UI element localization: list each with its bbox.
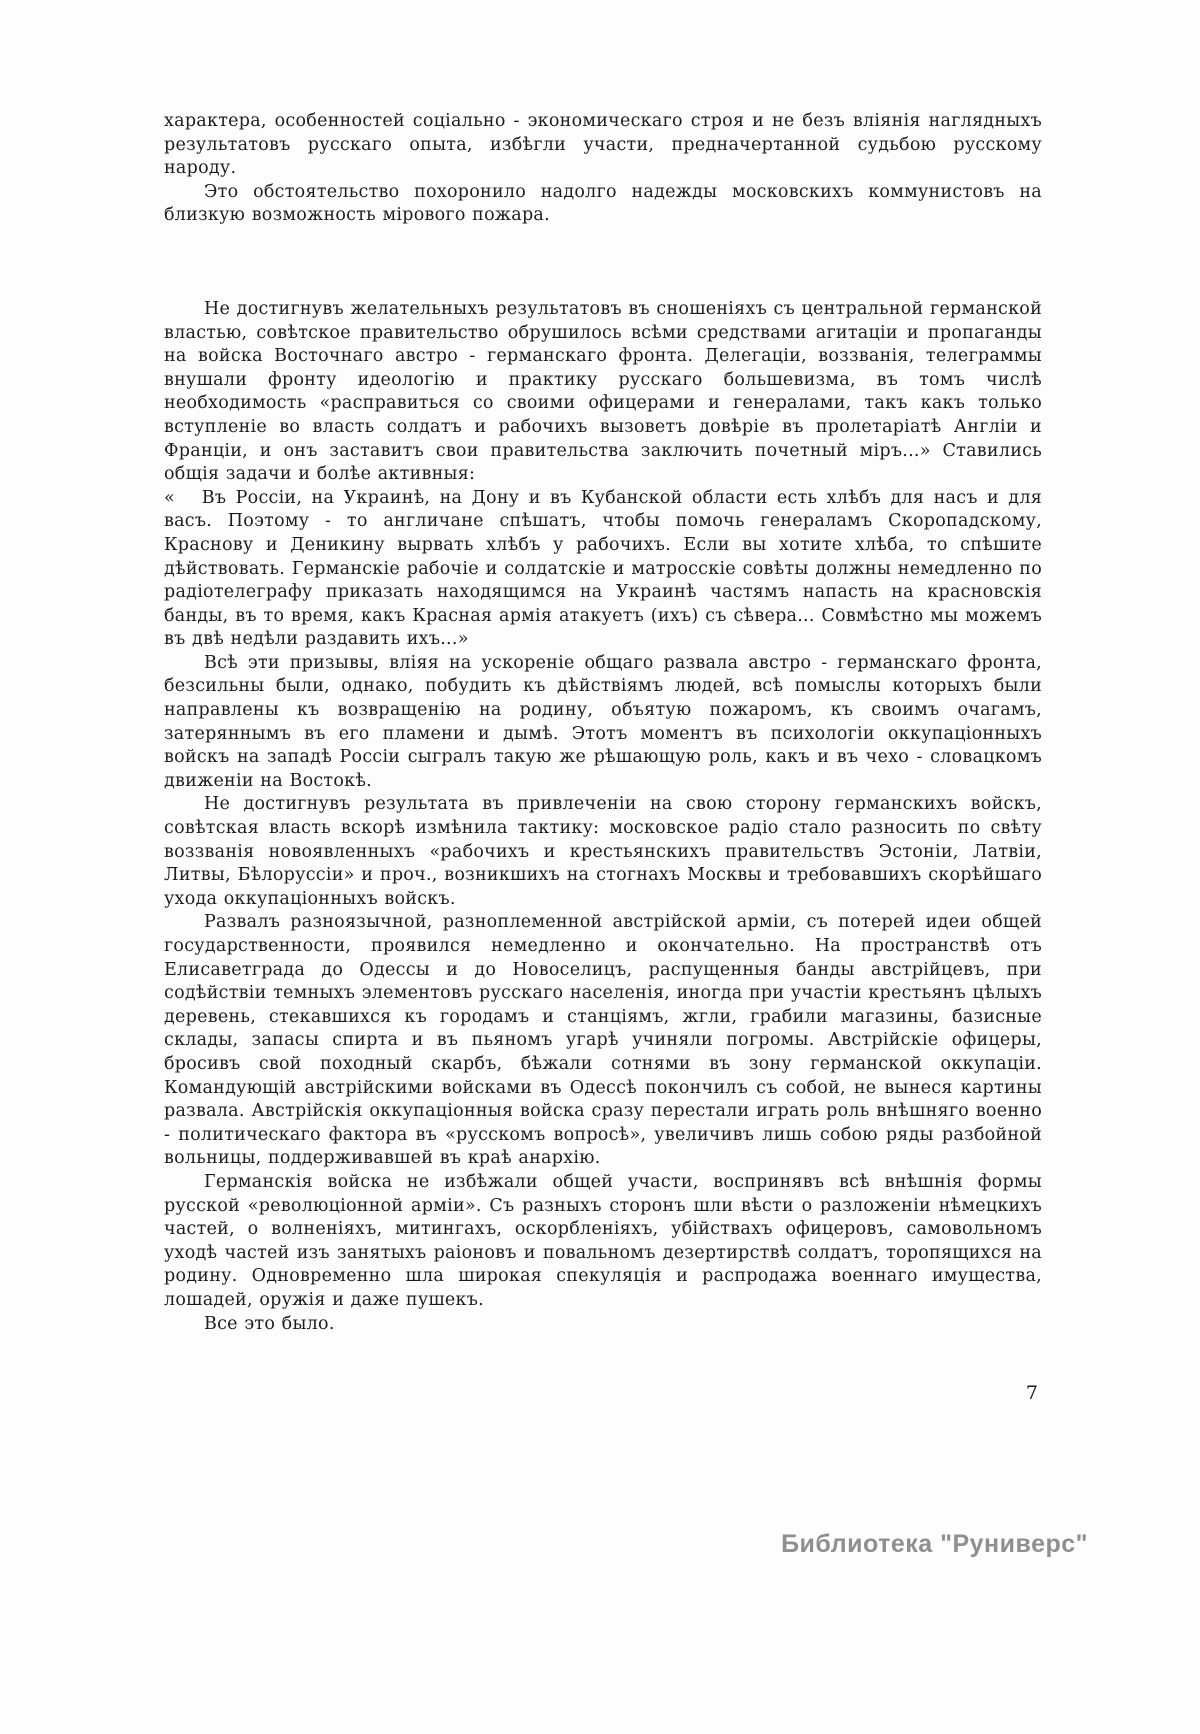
page-number: 7 [1025,1382,1038,1404]
library-watermark: Библиотека "Руниверс" [781,1530,1088,1558]
paragraph-continuation: характера, особенностей соціально - экономическаго строя и не безъ вліянія наглядныхъ результатовъ русскаго опыта, избѣгли участи, предначертанной судьбою русскому народу. [164,111,1042,179]
paragraph-quote: « Въ Россіи, на Украинѣ, на Дону и въ Кубанской области есть хлѣбъ для насъ и для васъ. Поэтому - то англичане спѣшатъ, чтобы помочь генераламъ Скоропадскому, Краснову и Деникину вырвать хлѣбъ у рабочихъ. Если вы хотите хлѣба, то спѣшите дѣйствовать. Германскіе рабочіе и солдатскіе и матросскіе совѣты должны немедленно по радіотелеграфу приказать находящимся на Украинѣ частямъ напасть на красновскія банды, въ то время, какъ Красная армія атакуетъ (ихъ) съ сѣвера... Совмѣстно мы можемъ въ двѣ недѣли раздавить ихъ...» [164,487,1042,650]
text-block [164,110,1042,1336]
paragraph-closing: Все это было. [204,1313,335,1334]
paragraph-section-start: Не достигнувъ желательныхъ результатовъ въ сношеніяхъ съ центральной германской властью, совѣтское правительство обрушилось всѣми средствами агитаціи и пропаганды на войска Восточнаго австро - германскаго фронта. Делегаціи, воззванія, телеграммы внушали фронту идеологію и практику русскаго большевизма, въ томъ числѣ необходимость «расправиться со своими офицерами и генералами, такъ какъ только вступленіе во власть солдатъ и рабочихъ вызоветъ довѣріе въ пролетаріатѣ Англіи и Франціи, и онъ заставитъ свои правительства заключить почетный міръ...» Ставились общія задачи и болѣе активныя: [164,298,1043,485]
paragraph: Это обстоятельство похоронило надолго надежды московскихъ коммунистовъ на близкую возможность мірового пожара. [164,181,1042,226]
paragraph: Развалъ разноязычной, разноплеменной австрійской арміи, съ потерей идеи общей государственности, проявился немедленно и окончательно. На пространствѣ отъ Елисаветграда до Одессы и до Новоселицъ, распущенныя банды австрійцевъ, при содѣйствіи темныхъ элементовъ русскаго населенія, иногда при участіи крестьянъ цѣлыхъ деревень, стекавшихся къ городамъ и станціямъ, жгли, грабили магазины, базисные склады, запасы спирта и въ пьяномъ угарѣ учиняли погромы. Австрійскіе офицеры, бросивъ свой походный скарбъ, бѣжали сотнями въ зону германской оккупаціи. Командующій австрійскими войсками въ Одессѣ покончилъ съ собой, не вынеся картины развала. Австрійскія оккупаціонныя войска сразу перестали играть роль внѣшняго военно - политическаго фактора въ «русскомъ вопросѣ», увеличивъ лишь собою ряды разбойной вольницы, поддерживавшей въ краѣ анархію. [164,912,1042,1169]
paragraph: Германскія войска не избѣжали общей участи, воспринявъ всѣ внѣшнія формы русской «революціонной арміи». Съ разныхъ сторонъ шли вѣсти о разложеніи нѣмецкихъ частей, о волненіяхъ, митингахъ, оскорбленіяхъ, убійствахъ офицеровъ, самовольномъ уходѣ частей изъ занятыхъ раіоновъ и повальномъ дезертирствѣ солдатъ, торопящихся на родину. Одновременно шла широкая спекуляція и распродажа военнаго имущества, лошадей, оружія и даже пушекъ. [164,1171,1042,1310]
paragraph: Не достигнувъ результата въ привлеченіи на свою сторону германскихъ войскъ, совѣтская власть вскорѣ измѣнила тактику: московское радіо стало разносить по свѣту воззванія новоявленныхъ «рабочихъ и крестьянскихъ правительствъ Эстоніи, Латвіи, Литвы, Бѣлоруссіи» и проч., возникшихъ на стогнахъ Москвы и требовавшихъ скорѣйшаго ухода оккупаціонныхъ войскъ. [164,794,1042,909]
paragraph: Всѣ эти призывы, вліяя на ускореніе общаго развала австро - германскаго фронта, безсильны были, однако, побудить къ дѣйствіямъ людей, всѣ помыслы которыхъ были направлены къ возвращенію на родину, объятую пожаромъ, къ своимъ очагамъ, затеряннымъ въ его пламени и дымѣ. Этотъ моментъ въ психологіи оккупаціонныхъ войскъ на западѣ Россіи сыгралъ такую же рѣшающую роль, какъ и въ чехо - словацкомъ движеніи на Востокѣ. [164,652,1042,791]
